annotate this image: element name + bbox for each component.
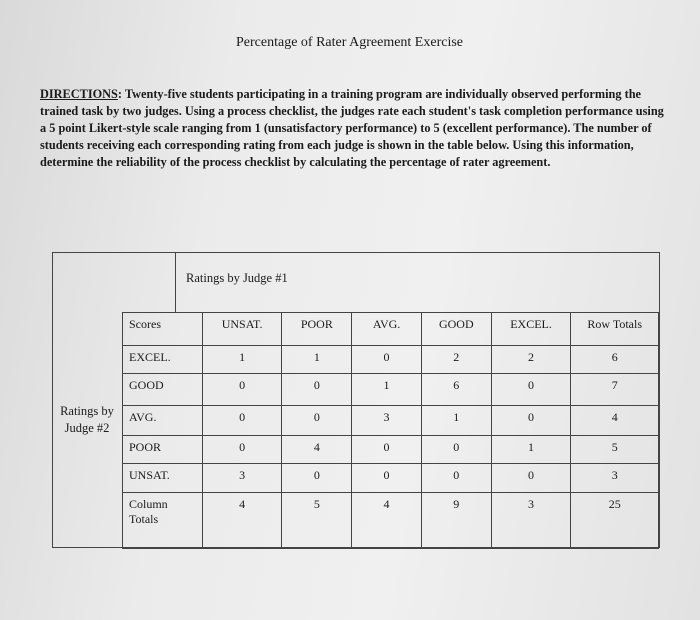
cell-value: 0 [491, 464, 571, 493]
row-label: EXCEL. [123, 346, 203, 374]
column-header: EXCEL. [491, 313, 571, 346]
cell-value: 4 [571, 406, 659, 436]
row-label: GOOD [123, 374, 203, 406]
cell-value: 1 [282, 346, 352, 374]
cell-value: 5 [282, 493, 352, 549]
table-row [123, 346, 659, 374]
judge1-header [175, 253, 661, 312]
cell-value: 0 [282, 374, 352, 406]
cell-value: 0 [282, 406, 352, 436]
cell-value: 0 [491, 374, 571, 406]
page-title: Percentage of Rater Agreement Exercise [236, 35, 464, 50]
cell-value: 3 [202, 464, 282, 493]
cell-value: 4 [202, 493, 282, 549]
cell-value: 1 [491, 436, 571, 464]
table-row [123, 374, 659, 406]
directions-text: : Twenty-five students participating in a training program are individually observed performing the trained task by two judges. Using a process checklist, the judges rate each student's task completion performance using a 5 point Likert-style scale ranging from 1 (unsatisfactory performance) to 5 (excellent performance). The number of students receiving each corresponding rating from each judge is shown in the table below. Using this information, determine the reliability of the process checklist by calculating the percentage of rater agreement. [40, 87, 664, 169]
cell-value: 0 [491, 406, 571, 436]
column-header: Row Totals [571, 313, 659, 346]
cell-value: 1 [352, 374, 422, 406]
column-header: POOR [282, 313, 352, 346]
cell-value: 2 [421, 346, 491, 374]
header-row [123, 313, 659, 346]
table-row [123, 493, 659, 549]
cell-value: 0 [282, 464, 352, 493]
row-label: UNSAT. [123, 464, 203, 493]
cell-value: 1 [421, 406, 491, 436]
directions-lead: DIRECTIONS [40, 87, 118, 101]
table-row [123, 406, 659, 436]
rater-agreement-table [52, 252, 660, 548]
row-label: AVG. [123, 406, 203, 436]
cell-value: 25 [571, 493, 659, 549]
cell-value: 3 [491, 493, 571, 549]
cell-value: 0 [421, 464, 491, 493]
cell-value: 4 [282, 436, 352, 464]
cell-value: 0 [352, 436, 422, 464]
cell-value: 4 [352, 493, 422, 549]
cell-value: 9 [421, 493, 491, 549]
column-header: GOOD [421, 313, 491, 346]
cell-value: 6 [421, 374, 491, 406]
table-row [123, 436, 659, 464]
cell-value: 5 [571, 436, 659, 464]
column-header: Scores [123, 313, 203, 346]
judge1-label: Ratings by Judge #1 [186, 271, 288, 285]
cell-value: 7 [571, 374, 659, 406]
cell-value: 2 [491, 346, 571, 374]
cell-value: 3 [571, 464, 659, 493]
cell-value: 6 [571, 346, 659, 374]
table-row [123, 464, 659, 493]
cell-value: 1 [202, 346, 282, 374]
cell-value: 0 [421, 436, 491, 464]
directions [40, 86, 665, 171]
cell-value: 0 [202, 436, 282, 464]
ratings-grid [122, 312, 659, 549]
cell-value: 0 [202, 374, 282, 406]
row-label: POOR [123, 436, 203, 464]
cell-value: 3 [352, 406, 422, 436]
column-header: UNSAT. [202, 313, 282, 346]
column-header: AVG. [352, 313, 422, 346]
row-label: Column Totals [123, 493, 203, 549]
judge2-label: Ratings by Judge #2 [60, 404, 114, 435]
cell-value: 0 [352, 346, 422, 374]
cell-value: 0 [202, 406, 282, 436]
cell-value: 0 [352, 464, 422, 493]
